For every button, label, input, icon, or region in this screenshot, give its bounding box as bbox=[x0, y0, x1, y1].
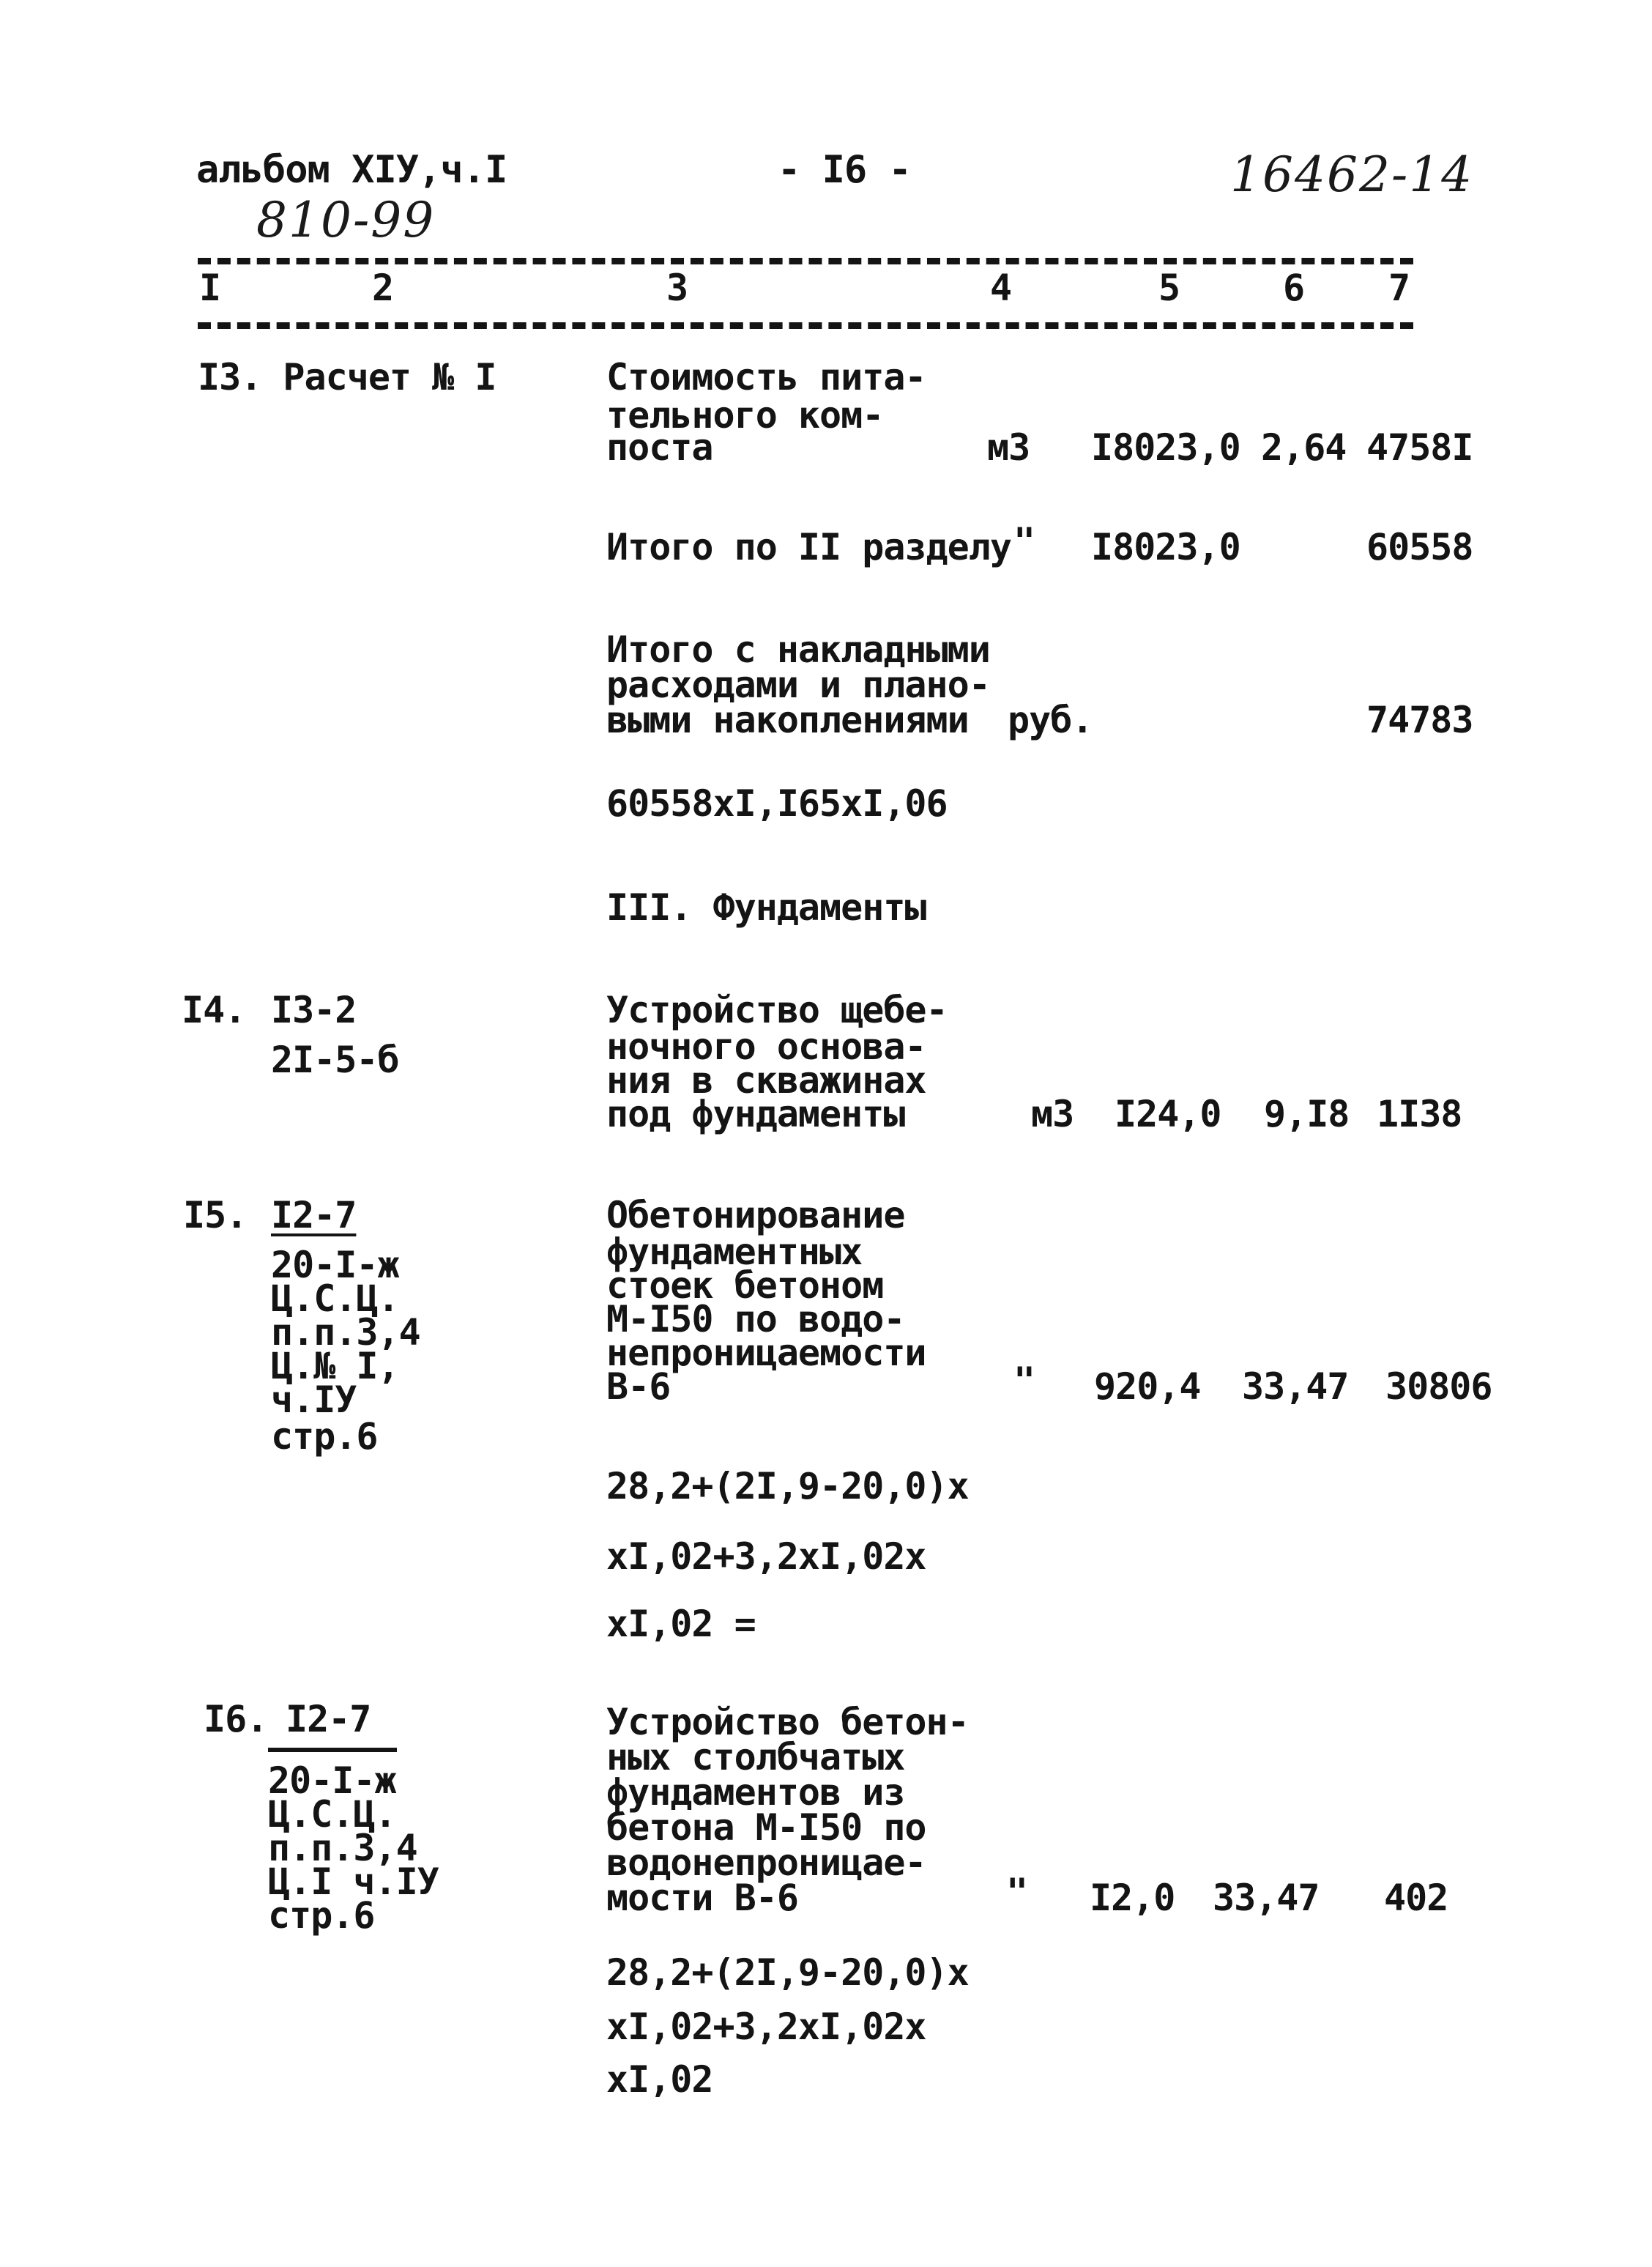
row14-qty: I24,0 bbox=[1115, 1093, 1221, 1135]
row16-qty: I2,0 bbox=[1090, 1877, 1175, 1919]
row13-desc-line1: Стоимость пита- bbox=[606, 356, 926, 398]
row14-desc-line4: под фундаменты bbox=[606, 1093, 905, 1135]
col-header-6: 6 bbox=[1283, 267, 1305, 309]
overhead-total: 74783 bbox=[1366, 699, 1473, 741]
row14-total: 1I38 bbox=[1377, 1093, 1462, 1135]
row16-formula-line1: 28,2+(2I,9-20,0)х bbox=[606, 1951, 969, 1994]
overhead-desc-line1: Итого с накладными bbox=[606, 628, 990, 671]
col-header-3: 3 bbox=[666, 267, 688, 309]
total2-qty: I8023,0 bbox=[1091, 526, 1240, 568]
row15-desc-line2: фундаментных bbox=[606, 1231, 863, 1273]
row15-formula-line2: хI,02+3,2хI,02х bbox=[606, 1535, 926, 1578]
row13-price: 2,64 bbox=[1261, 426, 1347, 469]
page-number: - I6 - bbox=[778, 148, 911, 192]
row16-code-line5: Ц.I ч.IУ bbox=[268, 1860, 439, 1903]
row16-code-line4: п.п.3,4 bbox=[268, 1827, 417, 1869]
row14-desc-line2: ночного основа- bbox=[606, 1025, 926, 1068]
col-header-1: I bbox=[199, 267, 221, 309]
row16-price: 33,47 bbox=[1213, 1877, 1320, 1919]
row14-code-line2: 2I-5-б bbox=[271, 1039, 399, 1081]
row15-formula-line3: хI,02 = bbox=[606, 1603, 756, 1645]
row15-code-line4: п.п.3,4 bbox=[271, 1311, 420, 1354]
row14-code-line1: I3-2 bbox=[271, 989, 357, 1031]
overhead-desc-line2: расходами и плано- bbox=[606, 664, 990, 706]
row13-desc-line3: поста bbox=[606, 426, 713, 469]
row15-desc-line1: Обетонирование bbox=[606, 1194, 905, 1236]
overhead-formula: 60558хI,I65хI,06 bbox=[606, 782, 948, 825]
row16-desc-line1: Устройство бетон- bbox=[606, 1701, 969, 1743]
row13-qty: I8023,0 bbox=[1091, 426, 1240, 469]
handwritten-stamp-right: 16462-14 bbox=[1230, 146, 1474, 203]
overhead-unit: руб. bbox=[1008, 699, 1093, 741]
total2-desc: Итого по II разделу bbox=[606, 526, 1011, 568]
row15-desc-line4: М-I50 по водо- bbox=[606, 1298, 905, 1340]
row14-unit: м3 bbox=[1031, 1093, 1074, 1135]
row14-desc-line3: ния в скважинах bbox=[606, 1059, 926, 1102]
row16-number: I6. bbox=[204, 1698, 268, 1740]
row15-code-line7: стр.6 bbox=[271, 1415, 378, 1458]
row16-code-line6: стр.6 bbox=[268, 1894, 375, 1937]
row16-desc-line5: водонепроницае- bbox=[606, 1841, 926, 1884]
row15-qty: 920,4 bbox=[1094, 1365, 1201, 1408]
row16-desc-line4: бетона М-I50 по bbox=[606, 1806, 926, 1849]
row16-formula-line2: хI,02+3,2хI,02х bbox=[606, 2006, 926, 2048]
row16-desc-line6: мости В-6 bbox=[606, 1877, 798, 1919]
row16-unit: " bbox=[1006, 1871, 1028, 1913]
row15-desc-line5: непроницаемости bbox=[606, 1332, 926, 1374]
row16-code-line2: 20-I-ж bbox=[268, 1759, 396, 1802]
overhead-desc-line3: выми накоплениями bbox=[606, 699, 969, 741]
header-rule-top bbox=[198, 258, 1413, 264]
row16-formula-line3: хI,02 bbox=[606, 2058, 713, 2101]
row15-code-line2: 20-I-ж bbox=[271, 1244, 399, 1286]
row15-total: 30806 bbox=[1385, 1365, 1492, 1408]
row14-desc-line1: Устройство щебе- bbox=[606, 989, 948, 1031]
row15-number: I5. bbox=[183, 1194, 248, 1236]
col-header-2: 2 bbox=[372, 267, 394, 309]
row15-code-line6: ч.IУ bbox=[271, 1379, 357, 1421]
col-header-4: 4 bbox=[990, 267, 1012, 309]
row15-code-line3: Ц.С.Ц. bbox=[271, 1277, 399, 1320]
row15-code-line1: I2-7 bbox=[271, 1194, 357, 1236]
row16-desc-line2: ных столбчатых bbox=[606, 1736, 905, 1778]
album-label: альбом XIУ,ч.I bbox=[196, 148, 507, 192]
row13-number: I3. Расчет № I bbox=[198, 356, 496, 398]
row15-price: 33,47 bbox=[1242, 1365, 1349, 1408]
row15-unit: " bbox=[1013, 1359, 1035, 1402]
row16-total: 402 bbox=[1384, 1877, 1448, 1919]
row16-code-underline bbox=[268, 1748, 397, 1752]
row16-code-line1: I2-7 bbox=[286, 1698, 371, 1740]
row13-total: 4758I bbox=[1366, 426, 1473, 469]
row15-desc-line3: стоек бетоном bbox=[606, 1264, 884, 1307]
row15-formula-line1: 28,2+(2I,9-20,0)х bbox=[606, 1465, 969, 1507]
row13-unit: м3 bbox=[987, 426, 1030, 469]
row14-number: I4. bbox=[182, 989, 246, 1031]
section3-title: III. Фундаменты bbox=[606, 886, 926, 929]
row16-desc-line3: фундаментов из bbox=[606, 1771, 905, 1814]
total2-unit: " bbox=[1013, 520, 1035, 563]
handwritten-stamp-left: 810-99 bbox=[256, 192, 436, 248]
row15-code-line5: Ц.№ I, bbox=[271, 1345, 399, 1387]
header-rule-bottom bbox=[198, 322, 1413, 329]
col-header-5: 5 bbox=[1158, 267, 1180, 309]
row14-price: 9,I8 bbox=[1264, 1093, 1350, 1135]
row15-desc-line6: В-6 bbox=[606, 1365, 671, 1408]
row13-desc-line2: тельного ком- bbox=[606, 394, 884, 437]
row16-code-line3: Ц.С.Ц. bbox=[268, 1793, 396, 1836]
col-header-7: 7 bbox=[1388, 267, 1410, 309]
total2-total: 60558 bbox=[1366, 526, 1473, 568]
